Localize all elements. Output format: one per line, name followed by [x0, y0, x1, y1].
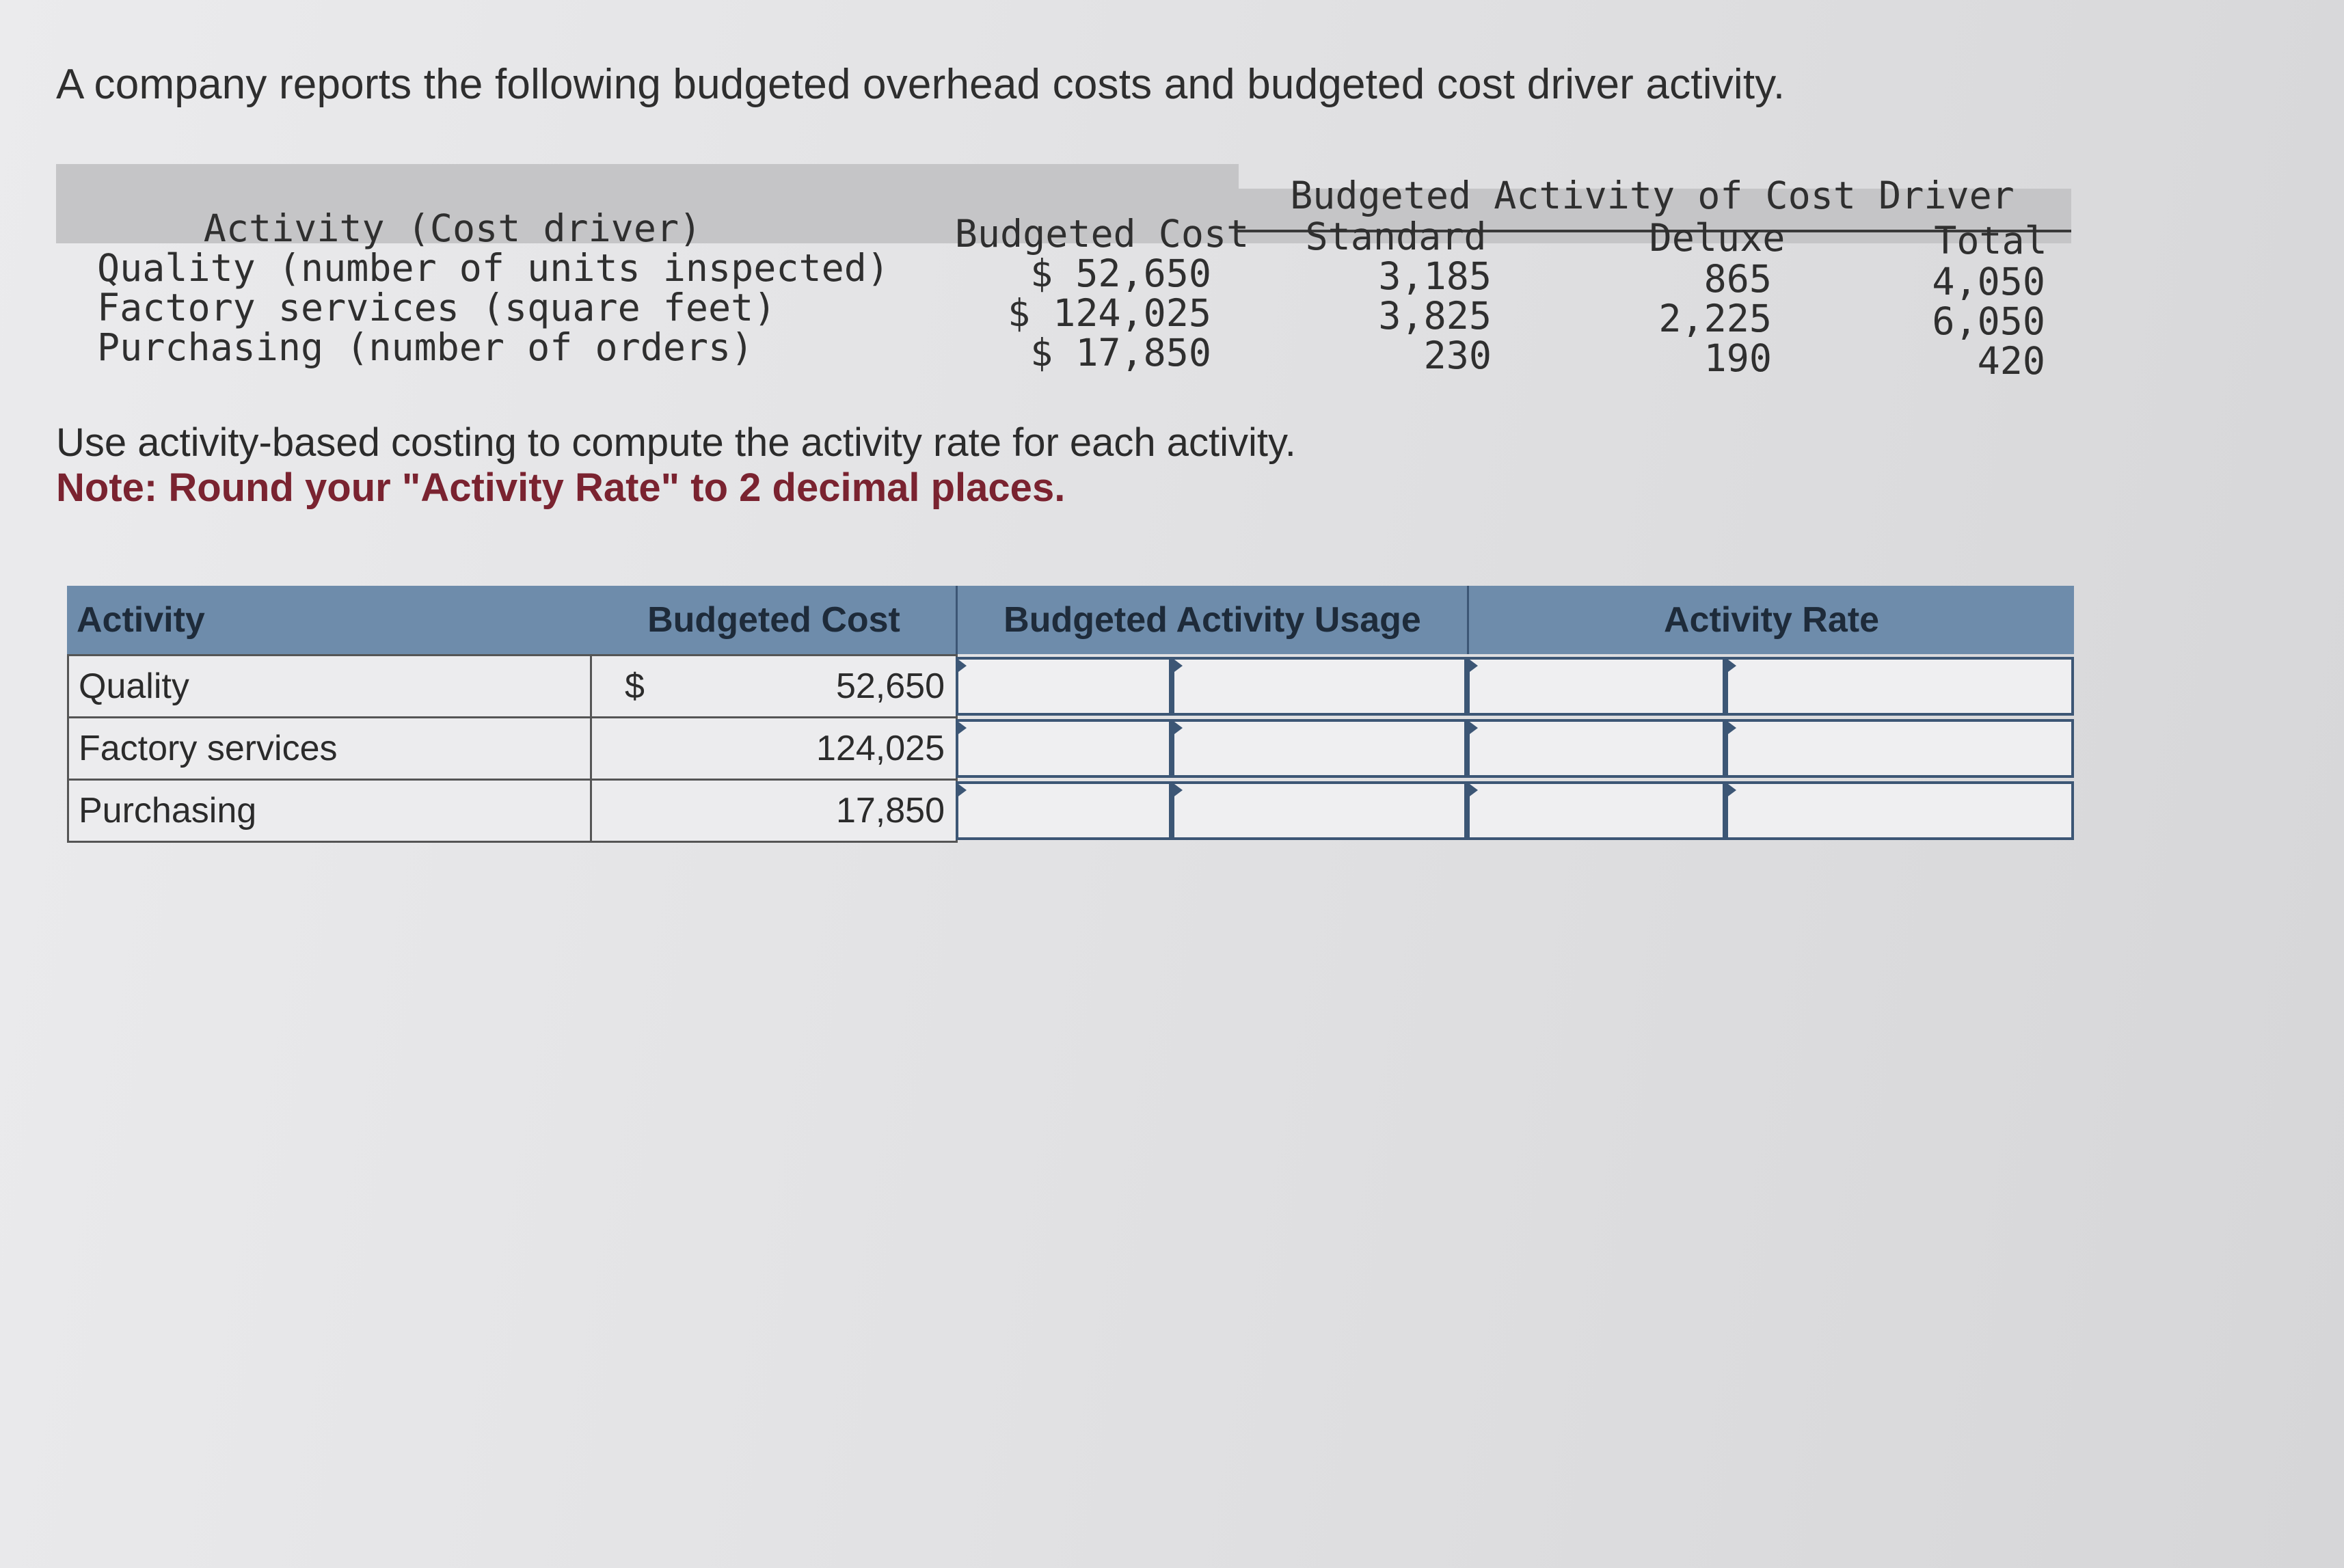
given-row-standard: 3,825: [1378, 294, 1492, 338]
activity-rate-input[interactable]: [1725, 657, 2074, 716]
usage-numerator-input[interactable]: [956, 657, 1172, 716]
given-data-table: [56, 164, 2071, 396]
given-row-deluxe: 865: [1703, 257, 1772, 301]
given-header-total: Total: [1934, 219, 2047, 262]
given-row-activity: Factory services (square feet): [97, 286, 777, 329]
currency-symbol: $: [625, 666, 645, 706]
header-activity: Activity: [67, 586, 592, 654]
intro-text: A company reports the following budgeted overhead costs and budgeted cost driver activity.: [56, 61, 1786, 108]
instructions: [56, 420, 1296, 511]
usage-numerator-input[interactable]: [956, 781, 1172, 840]
header-budgeted-cost: Budgeted Cost: [592, 586, 956, 654]
cost-value: 52,650: [835, 666, 945, 706]
given-header-deluxe: Deluxe: [1649, 216, 1786, 260]
usage-numerator-input[interactable]: [956, 719, 1172, 778]
row-budgeted-cost: [590, 654, 958, 718]
cost-value: 124,025: [816, 729, 945, 768]
given-header-group: Budgeted Activity of Cost Driver: [1290, 174, 2015, 217]
row-activity-label: Factory services: [67, 716, 592, 781]
header-activity-rate: Activity Rate: [1467, 586, 2074, 654]
header-usage: Budgeted Activity Usage: [956, 586, 1467, 654]
given-row-standard: 3,185: [1378, 254, 1492, 298]
rounding-note: Note: Round your "Activity Rate" to 2 decimal places.: [56, 465, 1066, 510]
rate-numerator-input[interactable]: [1467, 719, 1725, 778]
given-row-deluxe: 2,225: [1658, 297, 1772, 340]
given-header-activity: Activity (Cost driver): [203, 206, 702, 250]
row-activity-label: Purchasing: [67, 779, 592, 843]
activity-rate-input[interactable]: [1725, 781, 2074, 840]
given-row-deluxe: 190: [1703, 336, 1772, 380]
row-activity-label: Quality: [67, 654, 592, 718]
given-row-total: 6,050: [1932, 299, 2045, 343]
row-budgeted-cost: [590, 779, 958, 843]
activity-rate-input[interactable]: [1725, 719, 2074, 778]
usage-denominator-input[interactable]: [1172, 657, 1467, 716]
given-row-total: 420: [1977, 339, 2045, 383]
answer-table: [67, 586, 2003, 850]
usage-denominator-input[interactable]: [1172, 719, 1467, 778]
given-row-cost: $ 52,650: [1030, 252, 1211, 295]
given-row-cost: $ 124,025: [1007, 291, 1211, 335]
row-budgeted-cost: [590, 716, 958, 781]
given-row-standard: 230: [1423, 334, 1492, 377]
given-header-cost: Budgeted Cost: [954, 212, 1250, 256]
given-row-activity: Quality (number of units inspected): [97, 246, 889, 290]
cost-value: 17,850: [835, 791, 945, 830]
given-row-activity: Purchasing (number of orders): [97, 325, 754, 369]
given-row-cost: $ 17,850: [1030, 331, 1211, 375]
rate-numerator-input[interactable]: [1467, 781, 1725, 840]
rate-numerator-input[interactable]: [1467, 657, 1725, 716]
instruction-text: Use activity-based costing to compute the activity rate for each activity.: [56, 420, 1296, 465]
given-header-standard: Standard: [1305, 215, 1487, 258]
usage-denominator-input[interactable]: [1172, 781, 1467, 840]
given-row-total: 4,050: [1932, 260, 2045, 303]
